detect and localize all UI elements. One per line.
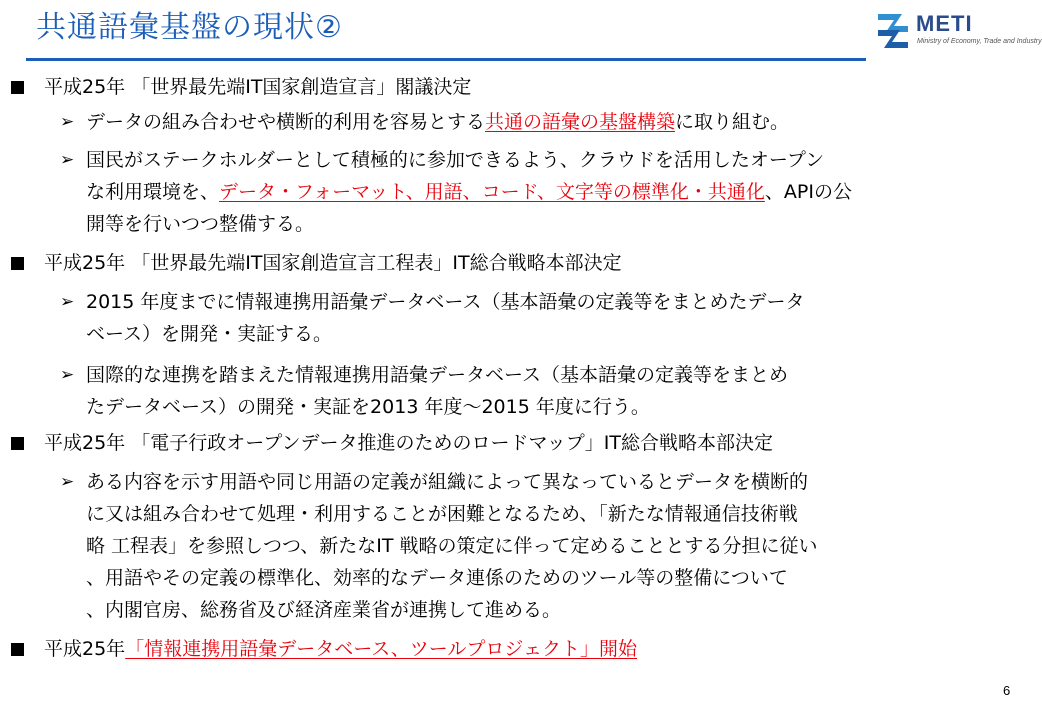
section2-item1-line2: ベース）を開発・実証する。 (86, 323, 333, 345)
section2-item2-line2: たデータベース）の開発・実証を2013 年度～2015 年度に行う。 (86, 396, 650, 418)
meti-logo-icon (872, 10, 914, 52)
section3-item1-line1: ある内容を示す用語や同じ用語の定義が組織によって異なっているとデータを横断的 (86, 471, 809, 493)
section3-item1-line5: 、内閣官房、総務省及び経済産業省が連携して進める。 (86, 599, 562, 621)
square-bullet-icon (11, 81, 24, 94)
arrowhead-bullet-icon: ➢ (60, 112, 75, 132)
section1-item1-text: データの組み合わせや横断的利用を容易とする (86, 111, 486, 133)
title-underline (26, 58, 866, 61)
logo-name: METI (916, 11, 973, 36)
section4-heading (44, 637, 637, 661)
square-bullet-icon (11, 257, 24, 270)
square-bullet-icon (11, 643, 24, 656)
arrowhead-bullet-icon: ➢ (60, 292, 75, 312)
section3-item1-line2: に又は組み合わせて処理・利用することが困難となるため、「新たな情報通信技術戦 (86, 503, 798, 525)
section3-item1-line3: 略 工程表」を参照しつつ、新たなIT 戦略の策定に伴って定めることとする分担に従い (86, 535, 818, 557)
logo-subtitle: Ministry of Economy, Trade and Industry (917, 38, 1042, 45)
section4-text: 平成25年 (44, 638, 126, 660)
arrowhead-bullet-icon: ➢ (60, 472, 75, 492)
section2-item2-line1: 国際的な連携を踏まえた情報連携用語彙データベース（基本語彙の定義等をまとめ (86, 364, 789, 386)
section1-item2-line3: 開等を行いつつ整備する。 (86, 213, 315, 235)
section1-heading: 平成25年 「世界最先端IT国家創造宣言」閣議決定 (44, 76, 472, 98)
section3-heading: 平成25年 「電子行政オープンデータ推進のためのロードマップ」IT総合戦略本部決定 (44, 432, 773, 454)
page-title: 共通語彙基盤の現状② (36, 10, 343, 45)
section1-item2-text-end: 、APIの公 (764, 181, 852, 203)
section1-item2-line1: 国民がステークホルダーとして積極的に参加できるよう、クラウドを活用したオープン (86, 149, 825, 171)
meti-logo (872, 6, 1042, 56)
section1-item2-text: な利用環境を、 (86, 181, 220, 203)
section4-highlight: 「情報連携用語彙データベース、ツールプロジェクト」開始 (125, 638, 638, 660)
section1-item1 (86, 110, 789, 134)
section1-item1-text-end: に取り組む。 (675, 111, 790, 133)
section1-item1-highlight: 共通の語彙の基盤構築 (485, 111, 676, 133)
section1-item2-line2 (86, 180, 852, 204)
section3-item1-line4: 、用語やその定義の標準化、効率的なデータ連係のためのツール等の整備について (86, 567, 788, 589)
arrowhead-bullet-icon: ➢ (60, 150, 75, 170)
section1-item2-highlight: データ・フォーマット、用語、コード、文字等の標準化・共通化 (219, 181, 765, 203)
square-bullet-icon (11, 437, 24, 450)
section2-heading: 平成25年 「世界最先端IT国家創造宣言工程表」IT総合戦略本部決定 (44, 252, 622, 274)
page-number: 6 (1003, 683, 1011, 698)
arrowhead-bullet-icon: ➢ (60, 365, 75, 385)
section2-item1-line1: 2015 年度までに情報連携用語彙データベース（基本語彙の定義等をまとめたデータ (86, 291, 805, 313)
